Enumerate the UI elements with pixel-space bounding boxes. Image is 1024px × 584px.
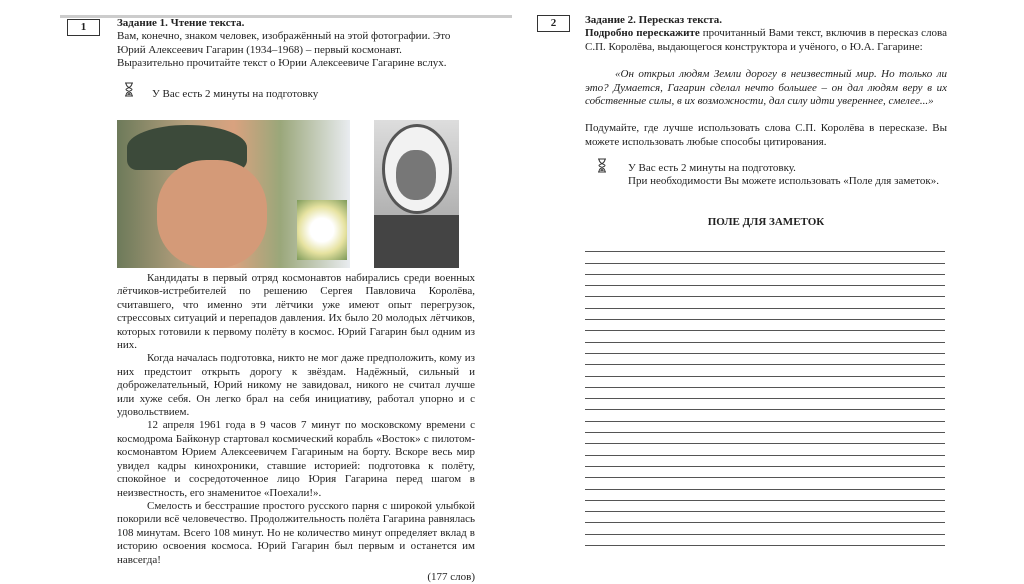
note-line[interactable] bbox=[585, 433, 945, 444]
paragraph: 12 апреля 1961 года в 9 часов 7 минут по московскому времени с космодрома Байконур стартовал космический корабль «Восток» с пилотом-космонавтом Юрием Алексеевичем Гагариным на борту. Вскоре весь мир увидел кадры кинохроники, ставшие историей: подготовка к полёту, спокойное и сосредоточенное лицо Юрия Гагарина перед шагом в неизвестность, его знаменитое «Поехали!». bbox=[117, 419, 475, 499]
note-line[interactable] bbox=[585, 365, 945, 376]
note-line[interactable] bbox=[585, 388, 945, 399]
paragraph: Когда началась подготовка, никто не мог даже предположить, кому из них предстоит открыть дорогу к звёздам. Надёжный, сильный и доброжелательный, Юрий никому не завидовал, никого не считал лучше или хуже себя. Он легко брал на себя инициативу, работал упорно и с удовольствием. bbox=[117, 352, 475, 419]
notes-title: ПОЛЕ ДЛЯ ЗАМЕТОК bbox=[707, 216, 825, 228]
note-line[interactable] bbox=[585, 478, 945, 489]
task1-header bbox=[117, 17, 477, 71]
task1-intro-1: Вам, конечно, знаком человек, изображённый на этой фотографии. Это Юрий Алексеевич Гагарин (1934–1968) – первый космонавт. bbox=[117, 30, 451, 56]
note-line[interactable] bbox=[585, 286, 945, 297]
note-line[interactable] bbox=[585, 331, 945, 342]
task2-advice: Подумайте, где лучше использовать слова С.П. Королёва в пересказе. Вы можете использовать любые способы цитирования. bbox=[585, 122, 947, 148]
task1-text bbox=[117, 272, 475, 584]
word-count: (177 слов) bbox=[427, 570, 475, 583]
note-line[interactable] bbox=[585, 377, 945, 388]
timer-line-1: У Вас есть 2 минуты на подготовку. bbox=[628, 162, 796, 174]
hourglass-icon bbox=[124, 82, 134, 97]
note-line[interactable] bbox=[585, 512, 945, 523]
task2-instruction bbox=[585, 27, 947, 54]
task1-title: Задание 1. Чтение текста. bbox=[117, 17, 245, 29]
task1-timer: У Вас есть 2 минуты на подготовку bbox=[152, 88, 319, 100]
task2-header bbox=[585, 14, 947, 149]
note-line[interactable] bbox=[585, 309, 945, 320]
task-number-2: 2 bbox=[537, 15, 570, 32]
note-line[interactable] bbox=[585, 252, 945, 263]
task-number-1: 1 bbox=[67, 19, 100, 36]
gagarin-spacesuit-photo bbox=[374, 120, 459, 268]
note-line[interactable] bbox=[585, 422, 945, 433]
notes-field[interactable] bbox=[585, 241, 945, 546]
task1-intro-2: Выразительно прочитайте текст о Юрии Алексеевиче Гагарине вслух. bbox=[117, 57, 447, 70]
note-line[interactable] bbox=[585, 444, 945, 455]
paragraph: Смелость и бесстрашие простого русского парня с широкой улыбкой покорили всё человечество. Продолжительность полёта Гагарина равнялась 108 минутам. Всего 108 минут. Но не количество минут определяет вклад в историю освоения космоса. Юрий Гагарин был первым и останется им навсегда! bbox=[117, 499, 475, 566]
note-line[interactable] bbox=[585, 467, 945, 478]
note-line[interactable] bbox=[585, 456, 945, 467]
note-line[interactable] bbox=[585, 399, 945, 410]
note-line[interactable] bbox=[585, 275, 945, 286]
gagarin-smiling-photo bbox=[117, 120, 350, 268]
paragraph: Кандидаты в первый отряд космонавтов набирались среди военных лётчиков-истребителей по решению Сергея Павловича Королёва, считавшего, что именно эти лётчики уже имеют опыт перегрузок, стрессовых ситуаций и перепадов давления. Их было 20 молодых лётчиков, которых готовили к первому полёту в космос. Юрий Гагарин был одним из них. bbox=[117, 272, 475, 352]
note-line[interactable] bbox=[585, 264, 945, 275]
note-line[interactable] bbox=[585, 241, 945, 252]
task2-title: Задание 2. Пересказ текста. bbox=[585, 14, 722, 26]
instruction-rest: прочитанный Вами текст, включив в пересказ слова С.П. Королёва, выдающегося конструктора и учёного, о Ю.А. Гагарине: bbox=[585, 27, 947, 53]
note-line[interactable] bbox=[585, 354, 945, 365]
note-line[interactable] bbox=[585, 535, 945, 546]
task2-timer bbox=[628, 162, 939, 189]
note-line[interactable] bbox=[585, 410, 945, 421]
timer-line-2: При необходимости Вы можете использовать «Поле для заметок». bbox=[628, 175, 939, 188]
note-line[interactable] bbox=[585, 523, 945, 534]
note-line[interactable] bbox=[585, 490, 945, 501]
instruction-bold: Подробно перескажите bbox=[585, 27, 700, 40]
korolev-quote: «Он открыл людям Земли дорогу в неизвестный мир. Но только ли это? Думается, Гагарин сделал нечто большее – он дал людям веру в их собственные силы, в их возможности, дал силу идти увереннее, смелее...» bbox=[585, 68, 947, 108]
note-line[interactable] bbox=[585, 297, 945, 308]
note-line[interactable] bbox=[585, 501, 945, 512]
hourglass-icon bbox=[597, 158, 607, 173]
note-line[interactable] bbox=[585, 343, 945, 354]
note-line[interactable] bbox=[585, 320, 945, 331]
